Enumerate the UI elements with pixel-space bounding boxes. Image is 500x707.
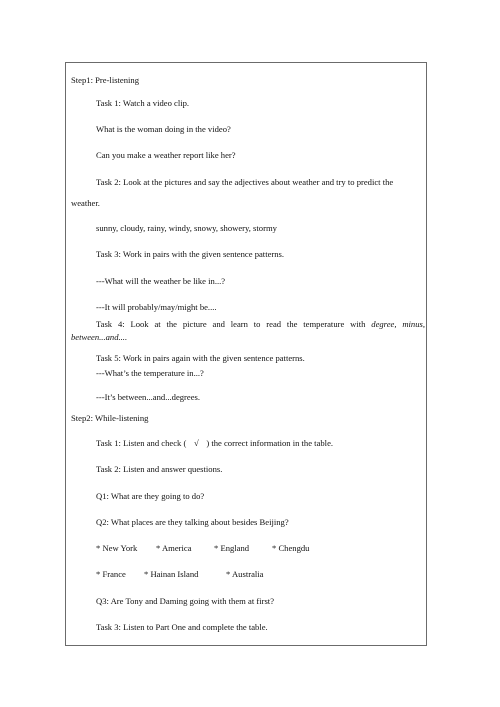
step1-task2: Task 2: Look at the pictures and say the adjectives about weather and try to predict the: [96, 177, 394, 187]
step1-task2-continued: weather.: [71, 198, 100, 208]
step1-task5: Task 5: Work in pairs again with the given sentence patterns.: [96, 353, 305, 363]
task4-terms: degree, minus, between...and....: [71, 319, 425, 342]
places-row-2: [96, 569, 263, 580]
question-3: Q3: Are Tony and Daming going with them at first?: [96, 596, 275, 606]
place-option: * France: [96, 569, 126, 579]
step2-task1: [96, 438, 333, 449]
step1-task3: Task 3: Work in pairs with the given sentence patterns.: [96, 249, 285, 259]
task4-text: Task 4: Look at the picture and learn to read the temperature with: [96, 319, 372, 329]
place-option: * Chengdu: [272, 543, 310, 553]
place-option: * New York: [96, 543, 138, 553]
places-row-1: [96, 543, 309, 554]
step2-heading: Step2: While-listening: [71, 413, 149, 423]
task1-text-post: ) the correct information in the table.: [206, 438, 334, 448]
weather-adjectives: sunny, cloudy, rainy, windy, snowy, showery, stormy: [96, 223, 277, 233]
question-2: Q2: What places are they talking about besides Beijing?: [96, 517, 289, 527]
temperature-question: ---What’s the temperature in...?: [96, 368, 204, 378]
step1-task4: [71, 318, 425, 343]
step1-task1: Task 1: Watch a video clip.: [96, 98, 190, 108]
place-option: * Hainan Island: [144, 569, 199, 579]
step2-task3: Task 3: Listen to Part One and complete the table.: [96, 622, 268, 632]
step1-heading: Step1: Pre-listening: [71, 75, 140, 85]
step2-task2: Task 2: Listen and answer questions.: [96, 464, 223, 474]
sentence-pattern-question: ---What will the weather be like in...?: [96, 276, 226, 286]
sentence-pattern-answer: ---It will probably/may/might be....: [96, 302, 217, 312]
question-report: Can you make a weather report like her?: [96, 150, 236, 160]
check-mark-icon: √: [193, 438, 199, 448]
question-woman: What is the woman doing in the video?: [96, 124, 231, 134]
place-option: * England: [214, 543, 250, 553]
place-option: * America: [156, 543, 192, 553]
temperature-answer: ---It’s between...and...degrees.: [96, 392, 201, 402]
task1-text-pre: Task 1: Listen and check (: [96, 438, 187, 448]
question-1: Q1: What are they going to do?: [96, 491, 205, 501]
place-option: * Australia: [226, 569, 264, 579]
